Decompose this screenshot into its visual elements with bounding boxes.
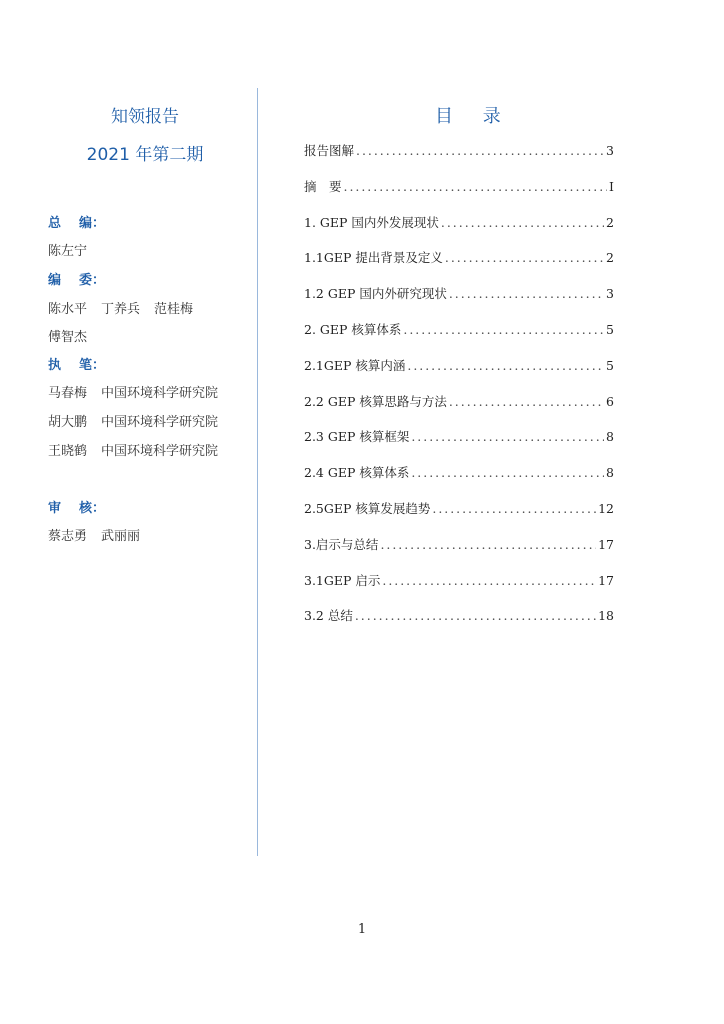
toc-entry-page: 17 [598,572,614,588]
toc-entry-label: 报告图解 [304,143,355,158]
writer-name: 马春梅 [48,386,88,401]
writers-heading [48,354,105,373]
toc-leader-dots [355,608,596,623]
toc-entry[interactable] [304,535,614,571]
column-divider [257,88,258,856]
toc-entry-label: 1.2 GEP 国内外研究现状 [304,286,447,302]
heading-char: 编 [48,273,62,288]
heading-char: 总 [48,216,62,231]
toc-entry-label: 2.2 GEP 核算思路与方法 [304,393,447,409]
writer-org: 中国环境科学研究院 [101,415,219,430]
toc-entry-page: 3 [606,286,614,302]
toc-leader-dots [344,179,608,194]
toc-leader-dots [449,286,604,301]
heading-char: 笔： [79,358,106,373]
editorial-board-line-2: 傅智杰 [48,330,88,345]
heading-char: 编： [79,216,106,231]
toc-entry[interactable] [304,177,614,213]
toc-leader-dots [441,215,604,230]
toc-entry[interactable] [304,571,614,607]
writer-row [48,440,218,459]
report-title: 知领报告 [111,107,179,127]
toc-entry-page: 18 [598,608,614,624]
board-member: 陈水平 [48,302,88,317]
page-number: 1 [357,922,367,937]
reviewers-heading [48,497,105,516]
toc-entry-page: 2 [606,214,614,230]
writer-org: 中国环境科学研究院 [101,444,219,459]
writer-row [48,382,218,401]
chief-editor-heading [48,212,105,231]
toc-entry-page: 6 [606,393,614,409]
writer-org: 中国环境科学研究院 [101,386,219,401]
heading-char: 审 [48,501,62,516]
toc-entry-page: 2 [606,250,614,266]
toc-leader-dots [449,394,604,409]
toc-entry[interactable] [304,356,614,392]
board-member: 丁养兵 [101,302,141,317]
heading-char: 核： [79,501,106,516]
reviewers-names [48,525,140,544]
writer-name: 胡大鹏 [48,415,88,430]
toc-entry[interactable] [304,320,614,356]
toc-entry[interactable] [304,213,614,249]
toc-entry-label: 3.启示与总结 [304,536,379,552]
toc-leader-dots [432,501,596,516]
chief-editor-name: 陈左宁 [48,244,88,259]
toc-entry[interactable] [304,284,614,320]
toc-entry-label: 3.2 总结 [304,608,353,624]
toc-entry-page: 8 [606,465,614,481]
report-issue: 2021 年第二期 [86,145,204,165]
heading-char: 执 [48,358,62,373]
toc-heading: 目 录 [435,106,513,127]
toc-entry-page: 5 [606,357,614,373]
toc-entry-label: 2.3 GEP 核算框架 [304,429,410,445]
toc-entry-page: 3 [606,143,614,158]
toc-entry[interactable] [304,392,614,428]
toc-entry-page: 17 [598,536,614,552]
toc-leader-dots [411,465,604,480]
toc-entry-label: 2.5GEP 核算发展趋势 [304,500,431,516]
toc-entry-page: 12 [598,500,614,516]
toc-entry-label: 1. GEP 国内外发展现状 [304,214,439,230]
toc-leader-dots [411,429,604,444]
toc-entry-label: 3.1GEP 启示 [304,572,381,588]
toc-entry[interactable] [304,141,614,177]
reviewer-name: 武丽丽 [101,529,141,544]
toc-leader-dots [445,250,604,265]
toc-leader-dots [407,358,604,373]
toc-entry-label: 1.1GEP 提出背景及定义 [304,250,443,266]
toc-entry-page: 5 [606,321,614,337]
toc-leader-dots [356,143,604,158]
toc-leader-dots [382,573,596,588]
toc-entry-label: 2.4 GEP 核算体系 [304,465,410,481]
toc-entry[interactable] [304,606,614,642]
toc-entry-label: 2.1GEP 核算内涵 [304,357,406,373]
toc-entry[interactable] [304,248,614,284]
toc-entry[interactable] [304,499,614,535]
editorial-board-heading [48,269,105,288]
reviewer-name: 蔡志勇 [48,529,88,544]
toc-entry[interactable] [304,427,614,463]
toc-entry-page: I [609,178,614,194]
board-member: 范桂梅 [154,302,194,317]
toc-leader-dots [380,537,596,552]
writer-name: 王晓鹤 [48,444,88,459]
writer-row [48,411,218,430]
toc-entry[interactable] [304,463,614,499]
toc-entry-page: 8 [606,429,614,445]
heading-char: 委： [79,273,106,288]
toc-entry-label: 摘 要 [304,178,342,194]
toc-entry-label: 2. GEP 核算体系 [304,321,402,337]
toc-leader-dots [403,322,604,337]
editorial-board-line-1 [48,298,193,317]
toc-list [304,141,614,642]
